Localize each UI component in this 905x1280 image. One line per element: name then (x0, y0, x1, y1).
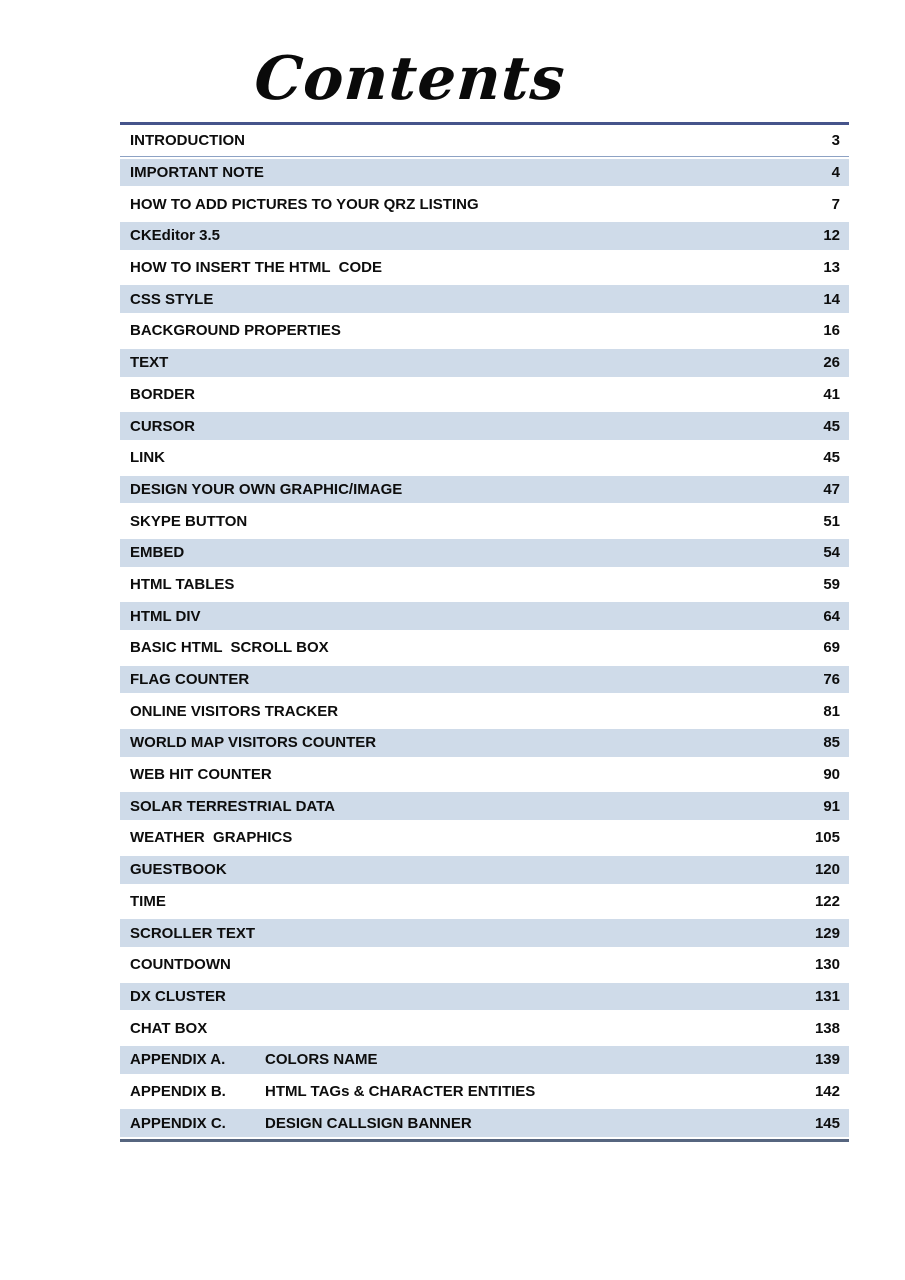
toc-entry-page-number: 41 (823, 385, 840, 403)
toc-entry-subtitle: COLORS NAME (265, 1051, 378, 1069)
toc-entry-label: HTML DIV (130, 607, 201, 625)
toc-entry-page-number: 12 (823, 227, 840, 245)
toc-entry-label: CURSOR (130, 417, 196, 435)
toc-entry-page-number: 145 (814, 1114, 840, 1132)
toc-entry-page-number: 76 (823, 671, 840, 689)
toc-entry-page-number: 138 (814, 1019, 840, 1037)
toc-entry-label: DX CLUSTER (130, 987, 226, 1005)
toc-entry-label: INTRODUCTION (130, 131, 245, 149)
toc-row (120, 315, 849, 347)
toc-row (120, 474, 849, 506)
toc-entry-label: LINK (130, 449, 165, 467)
toc-entry-page-number: 131 (814, 987, 840, 1005)
toc-entry-page-number: 129 (814, 924, 840, 942)
toc-row (120, 505, 849, 537)
toc-row (120, 1076, 849, 1108)
toc-entry-label: BASIC HTML SCROLL BOX (130, 639, 329, 657)
toc-row (120, 664, 849, 696)
toc-entry-subtitle: HTML TAGs & CHARACTER ENTITIES (265, 1082, 536, 1100)
toc-row (120, 790, 849, 822)
toc-row (120, 632, 849, 664)
toc-entry-subtitle: DESIGN CALLSIGN BANNER (265, 1114, 472, 1132)
toc-entry-label: CKEditor 3.5 (130, 227, 221, 245)
toc-entry-page-number: 4 (831, 164, 840, 182)
toc-row (120, 949, 849, 981)
toc-entry-label: TEXT (130, 354, 169, 372)
toc-entry-label: HOW TO ADD PICTURES TO YOUR QRZ LISTING (130, 195, 479, 213)
toc-row (120, 1107, 849, 1139)
toc-entry-label: APPENDIX C. (130, 1114, 226, 1132)
toc-entry-page-number: 122 (814, 892, 840, 910)
toc-entry-page-number: 105 (814, 829, 840, 847)
toc-entry-page-number: 7 (831, 195, 840, 213)
toc-entry-page-number: 45 (823, 449, 840, 467)
toc-entry-label: GUESTBOOK (130, 861, 227, 879)
toc-entry-label: SKYPE BUTTON (130, 512, 248, 530)
toc-row (120, 822, 849, 854)
toc-entry-label: HOW TO INSERT THE HTML CODE (130, 259, 382, 277)
toc-row (120, 379, 849, 411)
toc-row (120, 886, 849, 918)
toc-entry-page-number: 130 (814, 956, 840, 974)
toc-row (120, 1012, 849, 1044)
toc-row (120, 695, 849, 727)
toc-row (120, 537, 849, 569)
toc-entry-page-number: 142 (814, 1082, 840, 1100)
toc-row (120, 1044, 849, 1076)
toc-entry-page-number: 47 (823, 480, 840, 498)
toc-entry-page-number: 85 (823, 734, 840, 752)
toc-entry-label: CSS STYLE (130, 290, 214, 308)
toc-entry-page-number: 51 (823, 512, 840, 530)
toc-entry-page-number: 26 (823, 354, 840, 372)
toc-row (120, 981, 849, 1013)
toc-list (120, 125, 849, 1139)
toc-entry-page-number: 139 (814, 1051, 840, 1069)
toc-row (120, 157, 849, 189)
toc-entry-label: HTML TABLES (130, 575, 235, 593)
toc-entry-page-number: 13 (823, 259, 840, 277)
toc-entry-label: IMPORTANT NOTE (130, 164, 264, 182)
toc-entry-label: BORDER (130, 385, 196, 403)
toc-row (120, 569, 849, 601)
toc-entry-page-number: 64 (823, 607, 840, 625)
toc-row (120, 283, 849, 315)
toc-entry-label: BACKGROUND PROPERTIES (130, 322, 341, 340)
toc-table (120, 122, 849, 1142)
toc-entry-page-number: 81 (823, 702, 840, 720)
toc-entry-label: APPENDIX A. (130, 1051, 226, 1069)
toc-entry-page-number: 45 (823, 417, 840, 435)
toc-entry-label: SOLAR TERRESTRIAL DATA (130, 797, 335, 815)
toc-entry-page-number: 54 (823, 544, 840, 562)
toc-row (120, 252, 849, 284)
toc-row (120, 727, 849, 759)
toc-entry-label: EMBED (130, 544, 185, 562)
toc-row (120, 442, 849, 474)
toc-entry-page-number: 69 (823, 639, 840, 657)
toc-entry-label: APPENDIX B. (130, 1082, 226, 1100)
toc-entry-label: COUNTDOWN (130, 956, 231, 974)
toc-row (120, 917, 849, 949)
toc-row (120, 854, 849, 886)
toc-entry-page-number: 90 (823, 766, 840, 784)
toc-entry-label: ONLINE VISITORS TRACKER (130, 702, 339, 720)
toc-entry-label: TIME (130, 892, 166, 910)
toc-entry-label: FLAG COUNTER (130, 671, 250, 689)
toc-row (120, 347, 849, 379)
toc-entry-label: CHAT BOX (130, 1019, 208, 1037)
toc-row (120, 410, 849, 442)
toc-entry-page-number: 59 (823, 575, 840, 593)
page-title: Contents (252, 44, 568, 114)
toc-row (120, 220, 849, 252)
toc-row (120, 600, 849, 632)
toc-entry-page-number: 3 (831, 131, 840, 149)
toc-entry-label: DESIGN YOUR OWN GRAPHIC/IMAGE (130, 480, 403, 498)
toc-entry-page-number: 120 (814, 861, 840, 879)
toc-row (120, 125, 849, 157)
toc-entry-page-number: 91 (823, 797, 840, 815)
toc-entry-page-number: 14 (823, 290, 840, 308)
toc-entry-label: WEATHER GRAPHICS (130, 829, 293, 847)
toc-entry-label: SCROLLER TEXT (130, 924, 256, 942)
toc-entry-page-number: 16 (823, 322, 840, 340)
toc-row (120, 188, 849, 220)
toc-entry-label: WORLD MAP VISITORS COUNTER (130, 734, 377, 752)
toc-entry-label: WEB HIT COUNTER (130, 766, 272, 784)
toc-row (120, 759, 849, 791)
